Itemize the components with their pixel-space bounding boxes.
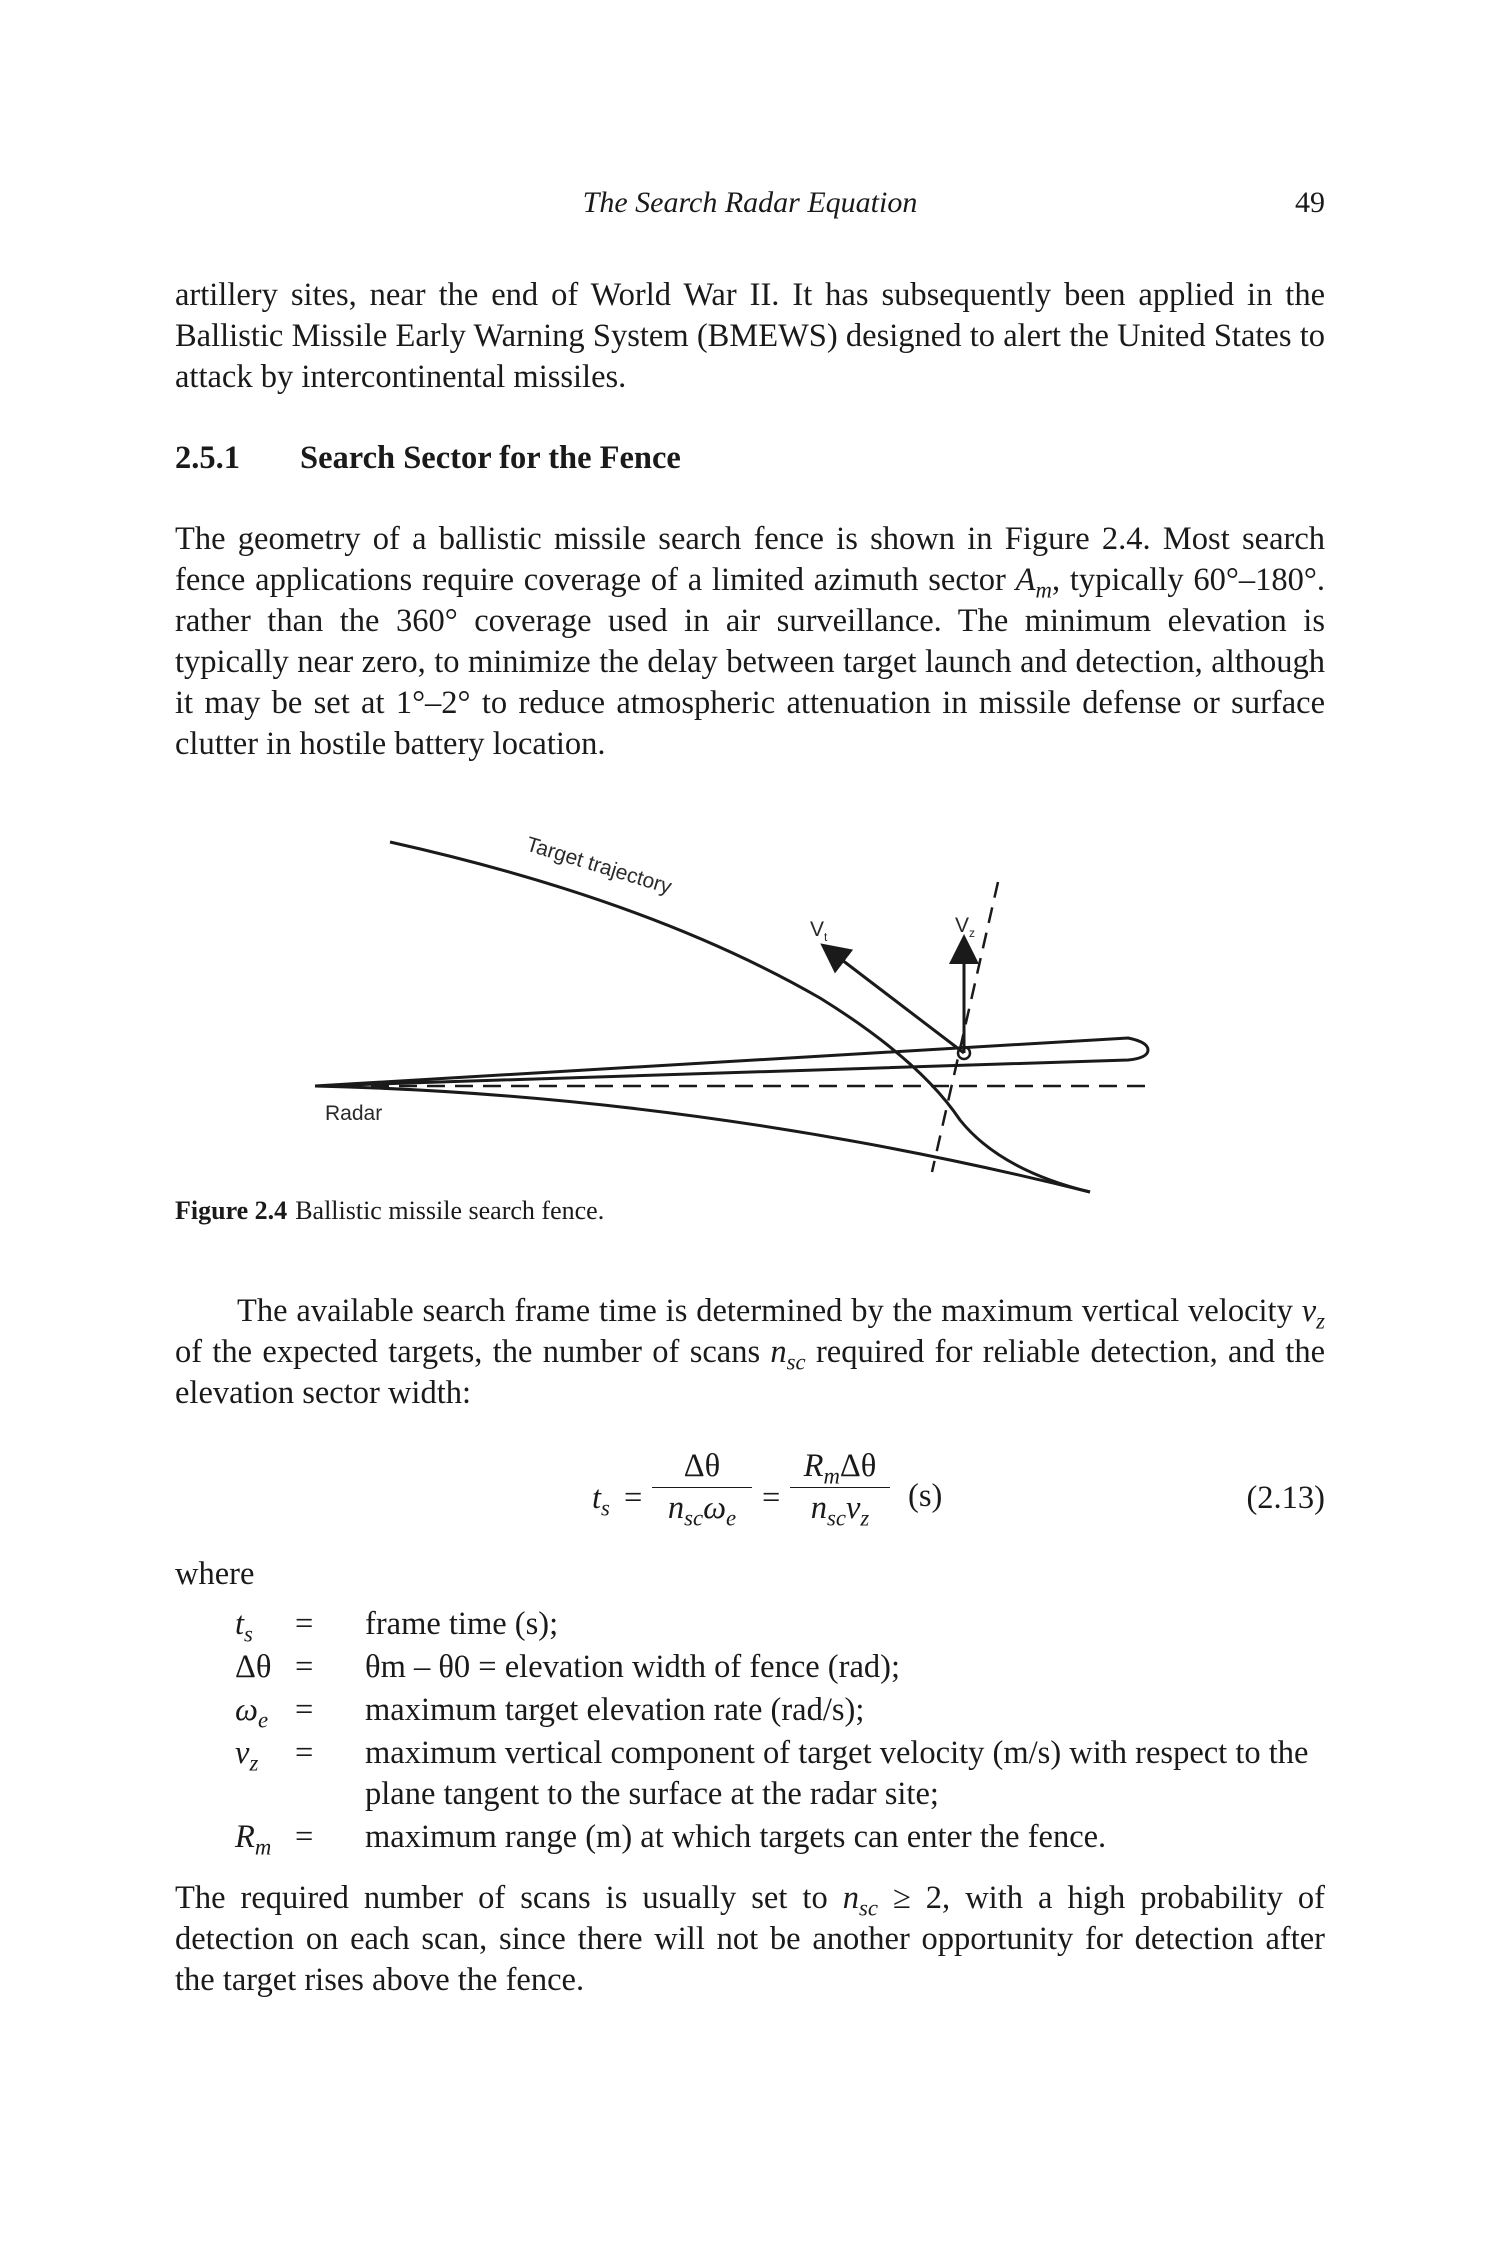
section-heading — [175, 440, 681, 477]
figure-caption — [175, 1196, 604, 1226]
running-title: The Search Radar Equation — [582, 186, 918, 219]
definition-equals: = — [295, 1735, 314, 1771]
vt-label-sub: t — [824, 930, 828, 944]
eq-frac2-num-r: R — [803, 1448, 824, 1484]
definition-symbol: $R_m$ — [235, 1819, 272, 1860]
azimuth-symbol: A — [1015, 562, 1036, 598]
definition-equals: = — [295, 1606, 314, 1642]
definition-equals: = — [295, 1649, 314, 1685]
azimuth-subscript: m — [1035, 577, 1052, 603]
radar-label: Radar — [325, 1102, 383, 1125]
eq-frac1-den-n-sub: sc — [684, 1505, 704, 1531]
vz-label-main: V — [955, 914, 970, 937]
equation-number: (2.13) — [1246, 1480, 1325, 1516]
eq-frac1-numerator: Δθ — [683, 1448, 721, 1484]
scans-text-1: The required number of scans is usually set to — [175, 1880, 843, 1916]
eq-equals-1: = — [624, 1480, 643, 1516]
geometry-text-2: , typically 60°–180°. rather than the 360° coverage used in air surveillance. The minimum elevation is typically near zero, to minimize the delay between target launch and detection, although it may be set at 1°–2° to reduce atmospheric attenuation in missile defense or surface clutter in hostile battery location. — [175, 562, 1325, 762]
figure-diagram — [300, 820, 1200, 1200]
page-number: 49 — [1295, 186, 1325, 219]
eq-frac2-den-v: v — [845, 1490, 861, 1526]
eq-frac1-den-omega: ω — [703, 1490, 727, 1526]
eq-lhs-subscript: s — [601, 1495, 610, 1521]
equation-2-13 — [580, 1448, 980, 1568]
scans-nsc-symbol: n — [842, 1880, 859, 1916]
scans-nsc-subscript: sc — [858, 1895, 878, 1921]
definition-symbol: $t_s$ — [235, 1606, 253, 1647]
frame-time-text-2: of the expected targets, the number of scans — [175, 1334, 771, 1370]
eq-equals-2: = — [762, 1480, 781, 1516]
eq-fraction-2 — [790, 1448, 890, 1531]
scans-paragraph — [175, 1878, 1325, 2001]
horizon-curve — [315, 1086, 1090, 1192]
eq-frac2-numerator — [790, 1448, 890, 1489]
frame-time-text-3: required for reliable detection, and the elevation sector width: — [175, 1334, 1326, 1411]
vz-label — [955, 914, 975, 940]
running-header — [175, 186, 1325, 226]
intro-paragraph-text: artillery sites, near the end of World War II. It has subsequently been applied in the Ballistic Missile Early Warning System (BMEWS) designed to alert the United States to attack by intercontinental missiles. — [175, 277, 1325, 395]
where-label: where — [175, 1556, 255, 1592]
scans-text-2: ≥ 2, with a high probability of detection on each scan, since there will not be another opportunity for detection after the target rises above the fence. — [175, 1880, 1325, 1998]
definition-description: maximum range (m) at which targets can enter the fence. — [365, 1819, 1107, 1855]
eq-fraction-1 — [652, 1448, 752, 1531]
definition-symbol: $v_z$ — [235, 1735, 259, 1776]
vz-symbol: v — [1301, 1293, 1317, 1329]
section-number: 2.5.1 — [175, 440, 240, 476]
definition-symbol: Δθ — [235, 1649, 272, 1685]
definition-row — [175, 1690, 1325, 1731]
figure-caption-label: Figure 2.4 — [175, 1196, 288, 1225]
definition-description: θm – θ0 = elevation width of fence (rad); — [365, 1649, 900, 1685]
eq-lhs — [592, 1480, 610, 1521]
definition-description: maximum target elevation rate (rad/s); — [365, 1692, 865, 1728]
eq-frac2-den-v-sub: z — [860, 1505, 870, 1531]
definitions-list — [175, 1604, 1325, 1860]
frame-time-text-1: The available search frame time is determined by the maximum vertical velocity — [237, 1293, 1302, 1329]
vz-subscript: z — [1316, 1308, 1325, 1334]
eq-frac2-den-n: n — [810, 1490, 827, 1526]
eq-unit: (s) — [908, 1478, 943, 1514]
nsc-symbol: n — [770, 1334, 787, 1370]
definition-description: frame time (s); — [365, 1606, 559, 1642]
figure-search-fence — [300, 820, 1200, 1200]
definition-symbol: $\omega_e$ — [235, 1692, 269, 1733]
eq-frac2-num-dtheta: Δθ — [839, 1448, 877, 1484]
frame-time-paragraph — [175, 1291, 1325, 1414]
fence-beam-lobe — [315, 1038, 1148, 1086]
target-trajectory-curve — [390, 842, 1090, 1192]
geometry-text-1: The geometry of a ballistic missile search fence is shown in Figure 2.4. Most search fence applications require coverage of a limited azimuth sector — [175, 521, 1325, 598]
vt-label-main: V — [810, 918, 825, 941]
definition-row — [175, 1733, 1325, 1815]
definition-description: maximum vertical component of target velocity (m/s) with respect to the plane tangent to the surface at the radar site; — [365, 1735, 1309, 1812]
definition-row — [175, 1817, 1325, 1858]
definition-row — [175, 1604, 1325, 1645]
eq-frac1-den-n: n — [667, 1490, 685, 1526]
geometry-paragraph — [175, 519, 1325, 765]
vt-arrow — [825, 947, 964, 1053]
nsc-subscript: sc — [786, 1349, 806, 1375]
definition-equals: = — [295, 1692, 314, 1728]
vt-label — [810, 918, 828, 944]
eq-frac2-num-r-sub: m — [823, 1463, 840, 1489]
vz-label-sub: z — [969, 926, 976, 940]
eq-frac2-den-n-sub: sc — [827, 1505, 846, 1531]
eq-lhs-symbol: t — [592, 1480, 602, 1516]
trajectory-label: Target trajectory — [523, 832, 675, 899]
figure-caption-text: Ballistic missile search fence. — [295, 1196, 605, 1225]
intro-paragraph — [175, 275, 1325, 398]
section-title: Search Sector for the Fence — [300, 440, 681, 476]
eq-frac2-denominator — [790, 1490, 890, 1531]
definition-row — [175, 1647, 1325, 1688]
definition-equals: = — [295, 1819, 314, 1855]
eq-frac1-den-omega-sub: e — [726, 1505, 737, 1531]
eq-frac1-denominator — [652, 1490, 752, 1531]
